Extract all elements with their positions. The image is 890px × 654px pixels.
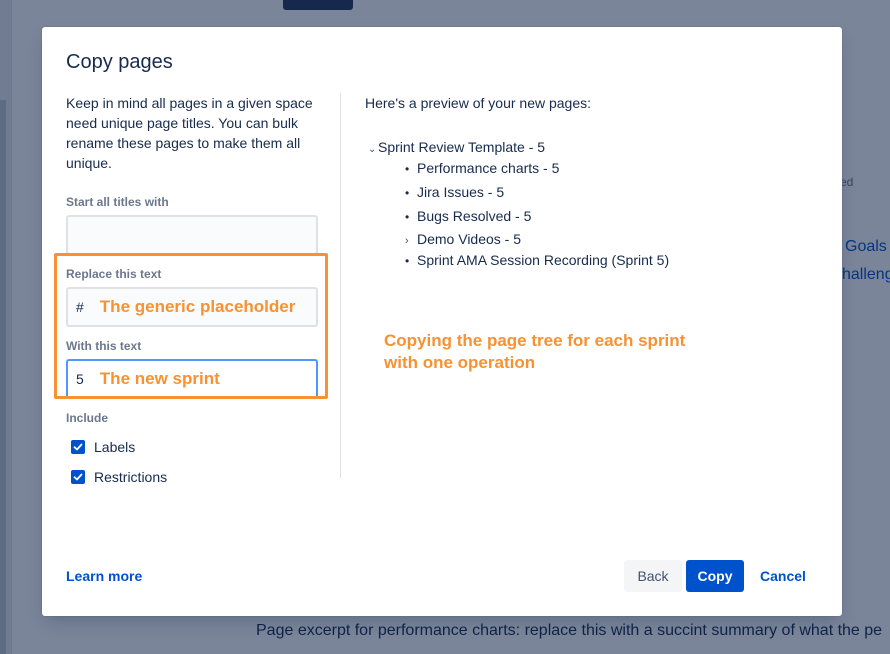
check-icon <box>73 472 83 482</box>
chevron-right-icon[interactable]: › <box>405 235 409 247</box>
bullet-icon: • <box>405 210 410 224</box>
copy-button[interactable]: Copy <box>686 560 744 592</box>
replace-value: # <box>76 299 84 315</box>
intro-text: Keep in mind all pages in a given space need unique page titles. You can bulk rename these pages to make them all unique. <box>66 95 313 171</box>
replace-label: Replace this text <box>66 267 162 281</box>
start-titles-label: Start all titles with <box>66 195 169 209</box>
restrictions-checkbox-label: Restrictions <box>94 469 168 485</box>
tree-item[interactable] <box>405 160 559 176</box>
highlight-annotation-box <box>54 253 328 399</box>
column-divider <box>340 93 341 478</box>
labels-checkbox-label: Labels <box>94 439 136 455</box>
tree-item-label: Jira Issues - 5 <box>417 184 505 200</box>
chevron-down-icon[interactable]: ⌄ <box>368 144 377 155</box>
tree-item-label: Performance charts - 5 <box>417 160 560 176</box>
dialog-title: Copy pages <box>66 51 173 73</box>
replace-annotation: The generic placeholder <box>99 297 296 316</box>
tree-item[interactable] <box>405 252 669 268</box>
tree-root-label: Sprint Review Template - 5 <box>378 139 546 155</box>
tree-item-label: Demo Videos - 5 <box>417 231 522 247</box>
tree-item[interactable] <box>405 184 504 200</box>
tree-root[interactable] <box>368 139 545 155</box>
with-annotation: The new sprint <box>99 369 220 388</box>
start-titles-input[interactable] <box>66 215 318 255</box>
labels-checkbox-row[interactable] <box>71 439 318 455</box>
tree-item[interactable] <box>405 231 521 247</box>
restrictions-checkbox[interactable] <box>71 470 85 484</box>
callout-annotation: Copying the page tree for each sprint with one operation <box>384 331 686 372</box>
labels-checkbox[interactable] <box>71 440 85 454</box>
tree-item-label: Bugs Resolved - 5 <box>417 208 532 224</box>
check-icon <box>73 442 83 452</box>
with-value: 5 <box>76 371 84 387</box>
bullet-icon: • <box>405 186 410 200</box>
restrictions-checkbox-row[interactable] <box>71 469 318 485</box>
learn-more-link[interactable]: Learn more <box>66 568 143 584</box>
tree-item-label: Sprint AMA Session Recording (Sprint 5) <box>417 252 670 268</box>
with-label: With this text <box>66 339 142 353</box>
include-label: Include <box>66 411 109 425</box>
preview-title: Here's a preview of your new pages: <box>365 95 592 111</box>
back-button[interactable]: Back <box>624 560 682 592</box>
cancel-button[interactable]: Cancel <box>760 568 806 584</box>
copy-pages-dialog <box>42 27 842 616</box>
bullet-icon: • <box>405 162 410 176</box>
tree-item[interactable] <box>405 208 531 224</box>
bullet-icon: • <box>405 254 410 268</box>
